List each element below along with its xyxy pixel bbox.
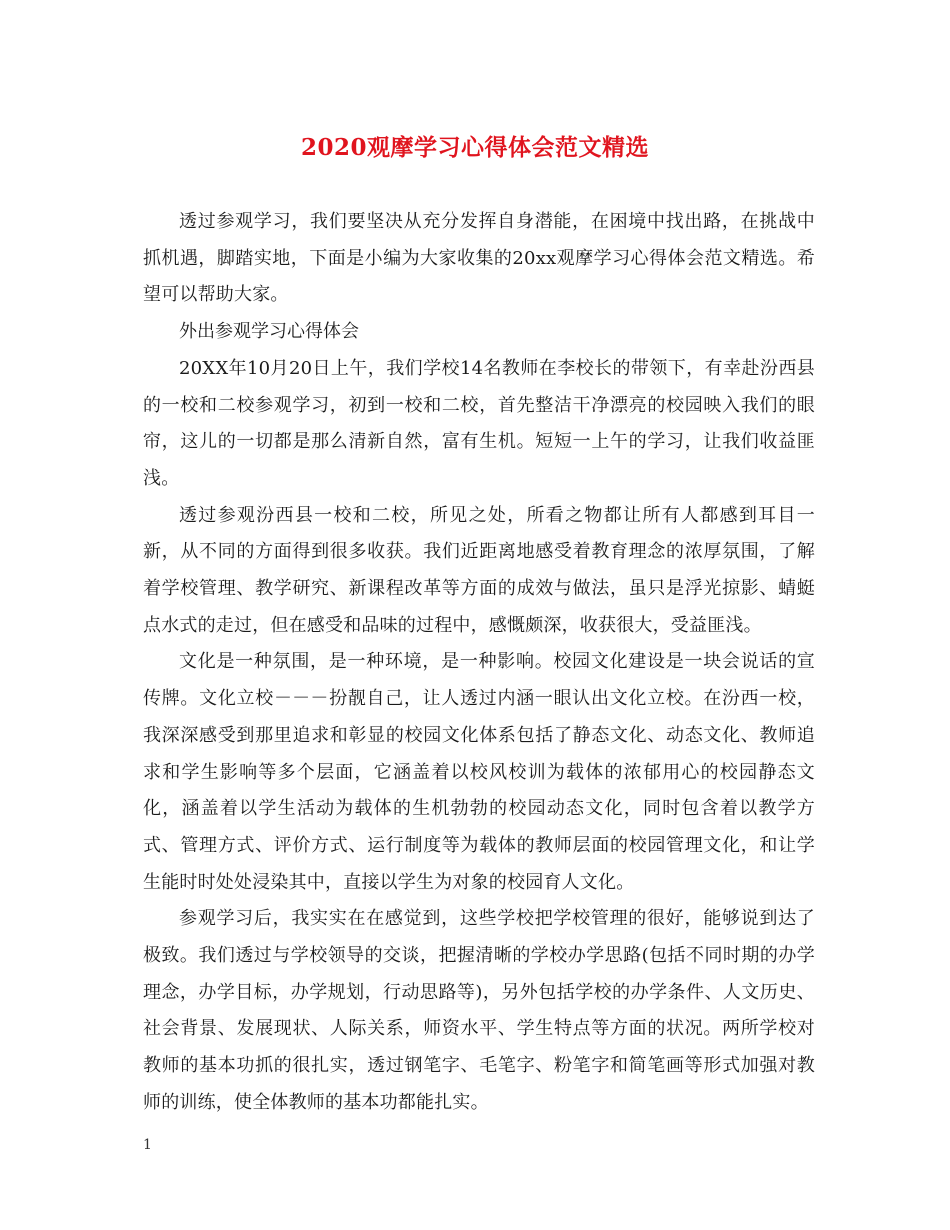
page-number: 1 [143,1137,152,1153]
document-body [143,204,815,1122]
intro-paragraph: 透过参观学习，我们要坚决从充分发挥自身潜能，在困境中找出路，在挑战中抓机遇，脚踏实地，下面是小编为大家收集的20xx观摩学习心得体会范文精选。希望可以帮助大家。 [143,211,815,306]
body-paragraph-3: 文化是一种氛围，是一种环境，是一种影响。校园文化建设是一块会说话的宣传牌。文化立校－－－扮靓自己，让人透过内涵一眼认出文化立校。在汾西一校，我深深感受到那里追求和彰显的校园文化体系包括了静态文化、动态文化、教师追求和学生影响等多个层面，它涵盖着以校风校训为载体的浓郁用心的校园静态文化，涵盖着以学生活动为载体的生机勃勃的校园动态文化，同时包含着以教学方式、管理方式、评价方式、运行制度等为载体的教师层面的校园管理文化，和让学生能时时处处浸染其中，直接以学生为对象的校园育人文化。 [143,651,815,893]
section-heading: 外出参观学习心得体会 [179,321,359,343]
body-paragraph-4: 参观学习后，我实实在在感觉到，这些学校把学校管理的很好，能够说到达了极致。我们透过与学校领导的交谈，把握清晰的学校办学思路(包括不同时期的办学理念，办学目标，办学规划，行动思路等)，另外包括学校的办学条件、人文历史、社会背景、发展现状、人际关系，师资水平、学生特点等方面的状况。两所学校对教师的基本功抓的很扎实，透过钢笔字、毛笔字、粉笔字和简笔画等形式加强对教师的训练，使全体教师的基本功都能扎实。 [143,908,815,1113]
document-title: 2020观摩学习心得体会范文精选 [300,134,649,161]
body-paragraph-1: 20XX年10月20日上午，我们学校14名教师在李校长的带领下，有幸赴汾西县的一校和二校参观学习，初到一校和二校，首先整洁干净漂亮的校园映入我们的眼帘，这儿的一切都是那么清新自然，富有生机。短短一上午的学习，让我们收益匪浅。 [143,357,815,489]
body-paragraph-2: 透过参观汾西县一校和二校，所见之处，所看之物都让所有人都感到耳目一新，从不同的方面得到很多收获。我们近距离地感受着教育理念的浓厚氛围，了解着学校管理、教学研究、新课程改革等方面的成效与做法，虽只是浮光掠影、蜻蜓点水式的走过，但在感受和品味的过程中，感慨颇深，收获很大，受益匪浅。 [143,504,815,636]
